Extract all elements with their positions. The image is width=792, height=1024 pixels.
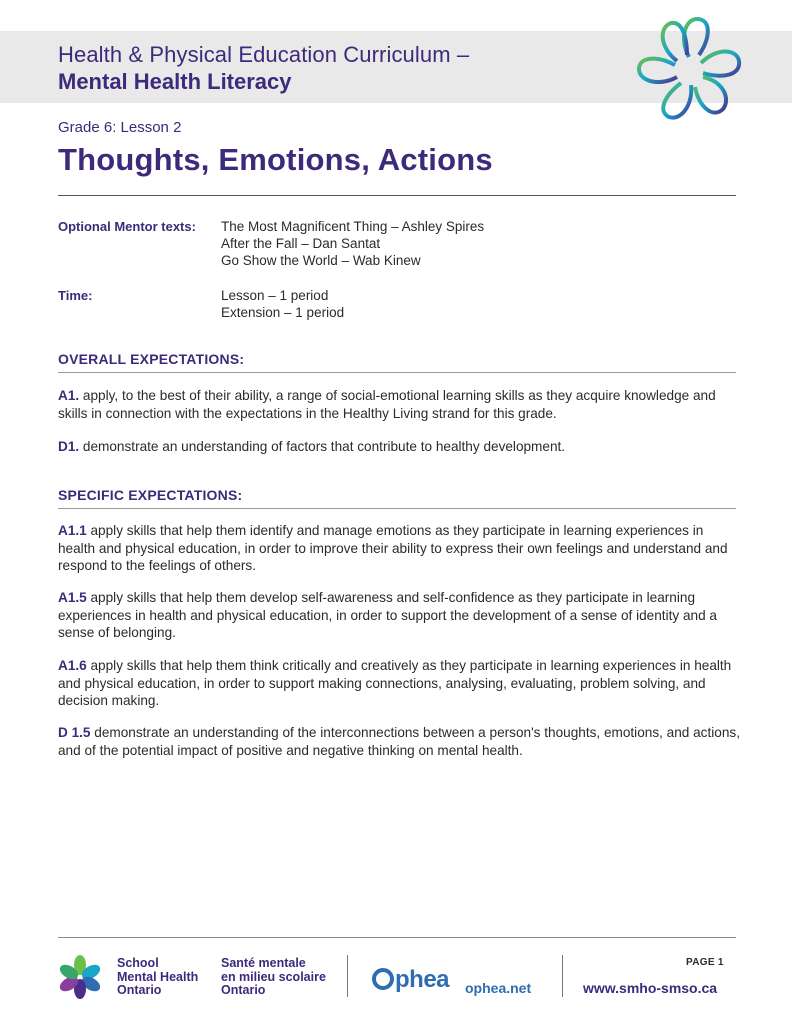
smho-name-line: School (117, 956, 159, 970)
expectation-code: D1. (58, 439, 80, 454)
expectation-text: demonstrate an understanding of factors that contribute to healthy development. (79, 439, 566, 454)
mentor-text: Go Show the World – Wab Kinew (221, 253, 421, 268)
ophea-logo-text: phea (395, 966, 450, 993)
expectation-paragraph (58, 724, 740, 759)
smho-name-line: en milieu scolaire (221, 969, 326, 984)
expectation-code: A1.6 (58, 658, 87, 673)
section-divider (58, 508, 736, 509)
ophea-logo (372, 966, 449, 994)
time-value: Extension – 1 period (221, 305, 345, 320)
time-list (221, 287, 344, 321)
mentor-texts-list (221, 218, 484, 269)
expectation-paragraph (58, 438, 740, 456)
expectation-paragraph (58, 522, 740, 575)
smho-name-line: Mental Health (117, 969, 199, 984)
ophea-link[interactable]: ophea.net (465, 980, 532, 996)
smho-name-fr (221, 957, 326, 998)
lesson-title: Thoughts, Emotions, Actions (58, 142, 493, 177)
expectation-text: apply skills that help them develop self-awareness and self-confidence as they participate in learning experiences in health and physical education, in order to support the development of a sense of identity and a sense of belonging. (58, 590, 717, 641)
footer-separator (562, 955, 563, 997)
expectation-paragraph (58, 387, 740, 422)
smho-name-line: Ontario (117, 983, 162, 997)
smho-name-line: Ontario (221, 983, 266, 997)
expectation-paragraph (58, 589, 740, 642)
smho-name-line: Santé mentale (221, 956, 306, 970)
expectation-text: apply skills that help them think critically and creatively as they participate in learning experiences in health and physical education, in order to support making connections, analysing, evaluating, problem solving, and decision making. (58, 658, 732, 709)
curriculum-title: Health & Physical Education Curriculum – (58, 42, 470, 67)
mentor-text: After the Fall – Dan Santat (221, 236, 381, 251)
overall-expectations-heading: OVERALL EXPECTATIONS: (58, 351, 245, 367)
expectation-text: demonstrate an understanding of the interconnections between a person's thoughts, emotions, and actions, and of the potential impact of positive and negative thinking on mental health. (58, 725, 740, 758)
smho-mark-icon (58, 955, 102, 999)
title-divider (58, 195, 736, 196)
ophea-o-icon (372, 968, 394, 990)
expectation-code: A1. (58, 388, 80, 403)
mentor-text: The Most Magnificent Thing – Ashley Spires (221, 219, 485, 234)
lesson-label: Grade 6: Lesson 2 (58, 119, 182, 136)
mentor-texts-label: Optional Mentor texts: (58, 219, 196, 234)
curriculum-subtitle: Mental Health Literacy (58, 69, 292, 94)
section-divider (58, 372, 736, 373)
page-number: PAGE 1 (686, 957, 724, 968)
expectation-paragraph (58, 657, 740, 710)
expectation-code: A1.1 (58, 523, 87, 538)
expectation-code: A1.5 (58, 590, 87, 605)
expectation-code: D 1.5 (58, 725, 91, 740)
specific-expectations-heading: SPECIFIC EXPECTATIONS: (58, 487, 243, 503)
footer-divider (58, 937, 736, 938)
smho-name-en (117, 957, 198, 998)
footer-separator (347, 955, 348, 997)
expectation-text: apply skills that help them identify and manage emotions as they participate in learning experiences in health and physical education, in order to improve their ability to express their own feelings and understand and respond to the feelings of others. (58, 523, 728, 574)
expectation-text: apply, to the best of their ability, a range of social-emotional learning skills as they acquire knowledge and skills in connection with the expectations in the Healthy Living strand for this grade. (58, 388, 716, 421)
time-label: Time: (58, 288, 93, 303)
time-value: Lesson – 1 period (221, 288, 329, 303)
smho-website-link[interactable]: www.smho-smso.ca (583, 980, 718, 996)
smho-flower-logo-icon (628, 10, 750, 128)
